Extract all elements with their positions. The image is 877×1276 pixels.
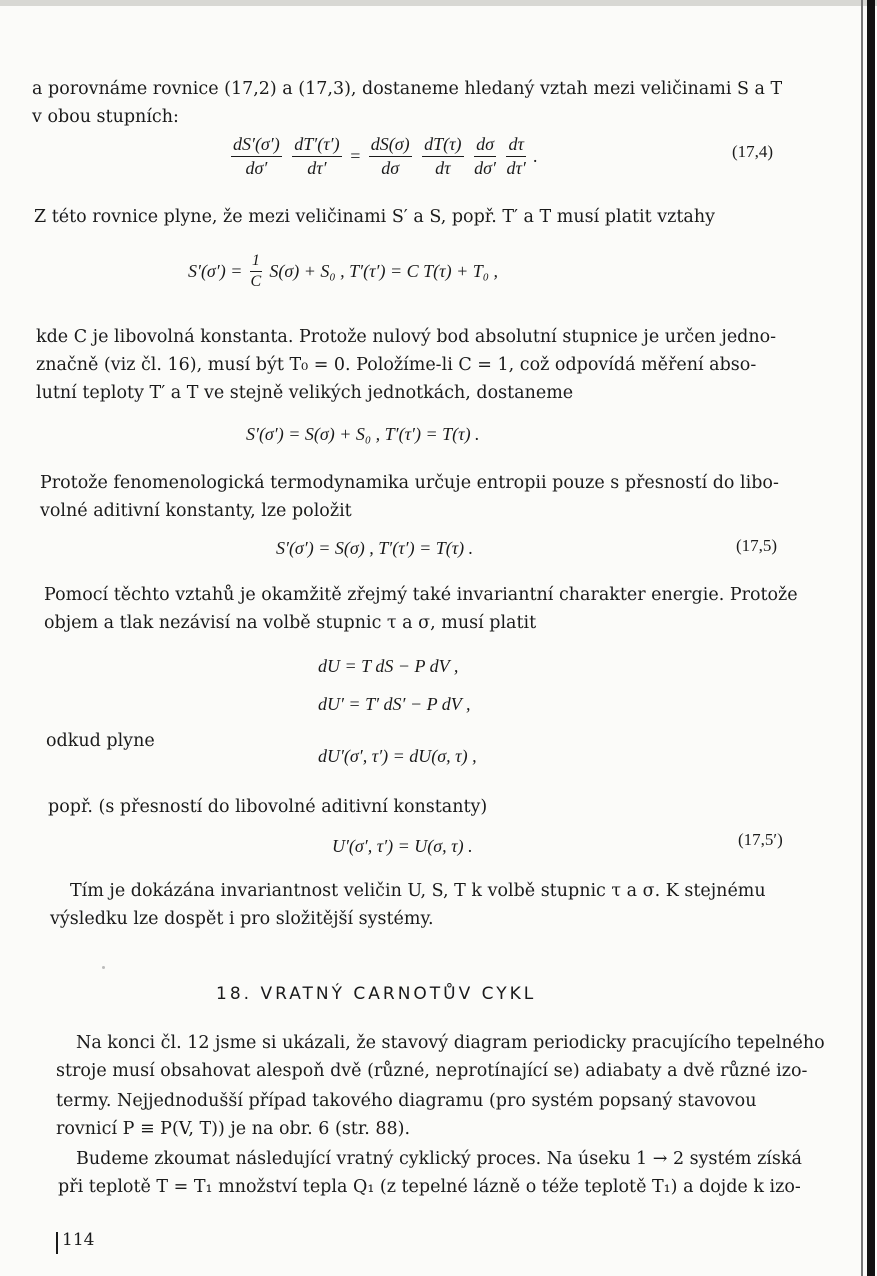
- text-line: Protože fenomenologická termodynamika určuje entropii pouze s přesností do libo-: [40, 473, 779, 493]
- page-number: 114: [62, 1230, 95, 1250]
- equation-du-prime: dU′ = T′ dS′ − P dV ,: [318, 694, 471, 714]
- equation-du-equality: dU′(σ′, τ′) = dU(σ, τ) ,: [318, 746, 477, 766]
- equation-17-5-prime: U′(σ′, τ′) = U(σ, τ) .: [332, 836, 473, 856]
- text-line: objem a tlak nezávisí na volbě stupnic τ a σ, musí platit: [44, 613, 537, 633]
- text-line: Budeme zkoumat následující vratný cyklický proces. Na úseku 1 → 2 systém získá: [76, 1149, 802, 1169]
- text-line: značně (viz čl. 16), musí být T₀ = 0. Položíme-li C = 1, což odpovídá měření abso-: [36, 355, 757, 375]
- text-line: Tím je dokázána invariantnost veličin U, S, T k volbě stupnic τ a σ. K stejnému: [70, 881, 766, 901]
- text-line: termy. Nejjednodušší případ takového diagramu (pro systém popsaný stavovou: [56, 1091, 757, 1111]
- print-speck: [102, 966, 105, 969]
- text-line: popř. (s přesností do libovolné aditivní konstanty): [48, 797, 488, 817]
- text-line: lutní teploty T′ a T ve stejně velikých jednotkách, dostaneme: [36, 383, 574, 403]
- equation-du: dU = T dS − P dV ,: [318, 656, 459, 676]
- equation-simple: S′(σ′) = S(σ) + S₀ , T′(τ′) = T(τ) .: [246, 424, 480, 444]
- text-line: Z této rovnice plyne, že mezi veličinami S′ a S, popř. T′ a T musí platit vztahy: [34, 207, 715, 227]
- text-line: v obou stupních:: [32, 107, 179, 127]
- fraction: $\frac{dS'(\sigma')}{d\sigma'}$: [233, 134, 280, 178]
- fraction: $\frac{dS(\sigma)}{d\sigma}$: [370, 134, 410, 178]
- equation-number: (17,4): [732, 142, 774, 161]
- text-line: volné aditivní konstanty, lze položit: [40, 501, 352, 521]
- text-line: Pomocí těchto vztahů je okamžitě zřejmý také invariantní charakter energie. Protože: [44, 585, 798, 605]
- equation-number: (17,5′): [738, 830, 783, 849]
- book-binding-edge: [867, 0, 875, 1276]
- section-heading: 18. VRATNÝ CARNOTŮV CYKL: [216, 984, 537, 1004]
- book-binding-shadow: [861, 0, 863, 1276]
- equation-number: (17,5): [736, 536, 778, 555]
- text-line: a porovnáme rovnice (17,2) a (17,3), dostaneme hledaný vztah mezi veličinami S a T: [32, 79, 783, 99]
- text-line: výsledku lze dospět i pro složitější systémy.: [50, 909, 434, 929]
- page-top-edge: [0, 0, 877, 6]
- text-line: rovnicí P ≡ P(V, T)) je na obr. 6 (str. 88).: [56, 1119, 411, 1139]
- text-line: při teplotě T = T₁ množství tepla Q₁ (z tepelné lázně o téže teplotě T₁) a dojde k izo-: [58, 1177, 801, 1197]
- text-line: stroje musí obsahovat alespoň dvě (různé, neprotínající se) adiabaty a dvě různé izo-: [56, 1061, 808, 1081]
- equation-17-5: S′(σ′) = S(σ) , T′(τ′) = T(τ) .: [276, 538, 474, 558]
- text-line: kde C je libovolná konstanta. Protože nulový bod absolutní stupnice je určen jedno-: [36, 327, 777, 347]
- fraction: $\frac{1}{C}$: [250, 252, 262, 290]
- equation-general-transform: S′(σ′) = $\frac{1}{C}$ S(σ) + S₀ , T′(τ′) = C T(τ) + T₀ ,: [188, 252, 498, 290]
- fraction: $\frac{dT'(\tau')}{d\tau'}$: [294, 134, 340, 178]
- fraction: $\frac{dT(\tau)}{d\tau}$: [424, 134, 462, 178]
- text-line: Na konci čl. 12 jsme si ukázali, že stavový diagram periodicky pracujícího tepelného: [76, 1033, 825, 1053]
- fraction: $\frac{d\tau}{d\tau'}$: [506, 134, 526, 178]
- fraction: $\frac{d\sigma}{d\sigma'}$: [474, 134, 496, 178]
- text-line: odkud plyne: [46, 731, 155, 751]
- equation-17-4: $\frac{dS'(\sigma')}{d\sigma'}$ $\frac{dT'(\tau')}{d\tau'}$ = $\frac{dS(\sigma)}{d\sigma}$ $\frac{dT(\tau)}{d\tau}$ $\frac{d\sigma}{d\sigma'}$ $\frac{d\tau}{d\tau'}$ .: [233, 134, 538, 178]
